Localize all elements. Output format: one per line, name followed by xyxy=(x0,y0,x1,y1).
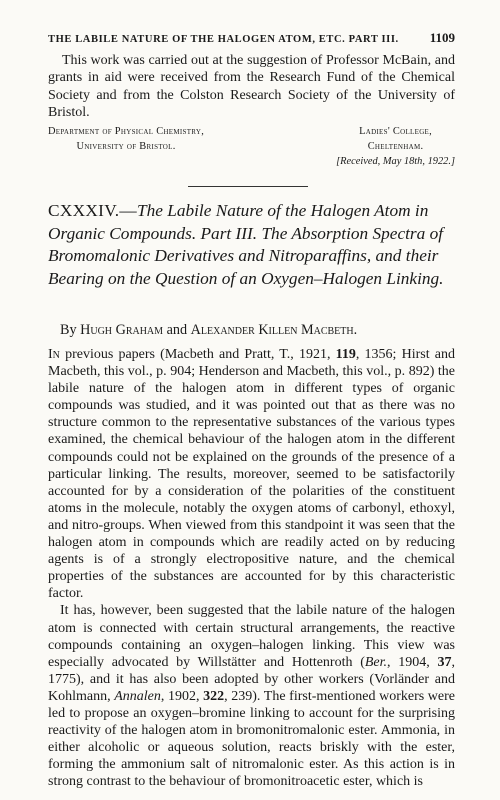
affiliation-right xyxy=(336,124,455,169)
author-line xyxy=(60,322,455,339)
text-run: , 1356; Hirst and Macbeth, this vol., p. 904; Henderson and Macbeth, this vol., p. 892) the labile nature of the halogen atom in different types of organic compounds was studied, and it was pointed out that as there was no structure common to the representative substances of the various types examined, the chemical behaviour of the halogen atom in the different compounds could not be explained on the grounds of the presence of a particular linking. The results, moreover, seemed to be satisfactorily accounted for by a consideration of the polarities of the constituent atoms in the molecule, notably the oxygen atoms of carbonyl, ethoxyl, and nitro-groups. When viewed from this standpoint it was seen that the halogen atom in compounds which are readily acted on by reducing agents is of a strongly electropositive nature, and the chemical properties of the substances are accounted for by this characteristic factor. xyxy=(48,347,455,602)
page-header xyxy=(48,30,455,46)
affiliation-left-line2: University of Bristol. xyxy=(76,141,176,152)
by-word: By xyxy=(60,322,77,338)
volume-number: 322 xyxy=(203,688,225,704)
text-run: previous papers (Macbeth and Pratt, T., 1921, xyxy=(59,347,336,362)
affiliation-left xyxy=(48,124,204,169)
page-number: 1109 xyxy=(429,30,455,45)
text-run: , 1904, xyxy=(387,654,438,670)
text-run: , 1775), and it has also been adopted by other workers (Vorländer and Kohlmann, xyxy=(48,654,455,704)
volume-number: 119 xyxy=(335,347,356,362)
journal-name: Annalen xyxy=(114,688,161,704)
text-run: , 239). The first-mentioned workers were led to propose an oxygen–bromine linking to account for the surprising reactivity of the halogen atom in bromonitromalonic ester. Ammonia, in either alcoholic or aqueous solution, reacts briskly with the ester, forming the ammonium salt of nitromalonic ester. As this action is in strong contrast to the behaviour of bromonitroacetic ester, which is xyxy=(48,688,455,790)
volume-number: 37 xyxy=(437,654,452,670)
affiliation-right-line2: Cheltenham. xyxy=(367,141,424,152)
acknowledgement-paragraph: This work was carried out at the suggestion of Professor McBain, and grants in aid were received from the Research Fund of the Chemical Society and from the Colston Research Society of the University of Bristol. xyxy=(48,53,455,121)
article-title-text: The Labile Nature of the Halogen Atom in Organic Compounds. Part III. The Absorption Spectra of Bromomalonic Derivatives and Nitroparaffins, and their Bearing on the Question of an Oxygen–Halogen Linking. xyxy=(48,201,444,288)
running-head: THE LABILE NATURE OF THE HALOGEN ATOM, ETC. PART III. xyxy=(48,34,399,45)
author-name: Alexander Killen Macbeth. xyxy=(190,322,358,338)
body-paragraph xyxy=(48,346,455,602)
text-run: It has, however, been suggested that the labile nature of the halogen atom is connected with certain structural arrangements, the reactive compounds containing an oxygen–halogen linking. This view was especially advocated by Willstätter and Hottenroth ( xyxy=(48,603,455,670)
article-number: CXXXIV.— xyxy=(48,201,137,220)
section-divider xyxy=(188,186,308,187)
article-body xyxy=(48,346,455,790)
and-word: and xyxy=(166,322,188,338)
lead-word: In xyxy=(48,347,60,362)
received-date: [Received, May 18th, 1922.] xyxy=(336,156,455,167)
affiliation-right-line1: Ladies' College, xyxy=(359,126,433,137)
affiliations xyxy=(48,124,455,169)
body-paragraph xyxy=(48,602,455,790)
author-name: Hugh Graham xyxy=(80,322,164,338)
article-title xyxy=(48,200,455,290)
affiliation-left-line1: Department of Physical Chemistry, xyxy=(48,126,205,137)
journal-abbrev: Ber. xyxy=(364,654,388,670)
text-run: , 1902, xyxy=(160,688,204,704)
